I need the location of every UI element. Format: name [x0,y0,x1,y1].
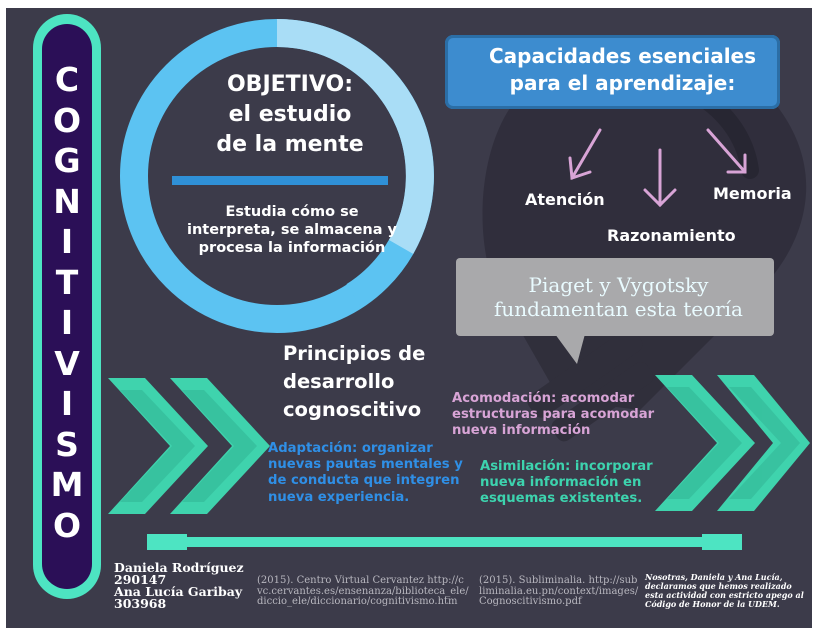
principles-title [283,340,473,424]
title-letter: V [54,343,80,383]
objective-heading-line: OBJETIVO: [226,72,354,97]
title-letter: I [60,303,74,342]
footer-divider-cap-right [702,534,742,550]
title-letter: O [52,100,82,140]
title-letter: O [52,505,82,545]
title-letter: C [54,60,80,99]
capacity-attention: Atención [525,190,605,209]
reference-subliminalia: (2015). Subliminalia. http://subliminalia.eu.pn/context/images/Cognoscitivismo.pdf [479,575,639,607]
authors [114,562,264,610]
theory-line: Piaget y Vygotsky [528,273,709,297]
adaptation-text: Adaptación: organizar nuevas pautas mentales y de conducta que integren nueva experiencia. [268,441,463,505]
footer-divider [147,537,742,547]
author-line: Ana Lucía Garibay [114,584,243,599]
author-line: Daniela Rodríguez [114,560,244,575]
capacity-reasoning: Razonamiento [607,226,736,245]
footer-divider-cap-left [147,534,187,550]
honor-statement: Nosotras, Daniela y Ana Lucía, declaramos que hemos realizado esta actividad con estricto apego al Código de Honor de la UDEM. [645,572,804,609]
assimilation-text: Asimilación: incorporar nueva información en esquemas existentes. [480,459,653,507]
capacity-memory: Memoria [713,184,792,203]
reference-cervantes: (2015). Centro Virtual Cervantez http://cvc.cervantes.es/ensenanza/biblioteca_ele/diccio_ele/diccionario/cognitivismo.htm [257,575,469,607]
author-line: 303968 [114,596,167,611]
title-letter: G [53,141,81,180]
objective-heading-line: de la mente [216,132,364,157]
author-line: 290147 [114,572,167,587]
accommodation-text: Acomodación: acomodar estructuras para acomodar nueva información [452,391,655,439]
capacities-title-line: Capacidades esenciales [488,44,757,68]
title-letter: T [55,262,79,302]
title-letter: S [55,424,79,464]
principles-title-line: Principios de [283,342,426,365]
title-letter: N [53,181,81,221]
principles-title-line: cognoscitivo [283,398,422,421]
objective-description: Estudia cómo se interpreta, se almacena y procesa la información [186,204,398,256]
title-letter: M [50,465,84,504]
capacities-title-line: para el aprendizaje: [509,71,736,95]
theory-line: fundamentan esta teoría [494,297,743,321]
title-letter: I [60,222,74,261]
title-letter: I [60,384,74,423]
principles-title-line: desarrollo [283,370,395,393]
objective-heading-line: el estudio [228,102,352,127]
